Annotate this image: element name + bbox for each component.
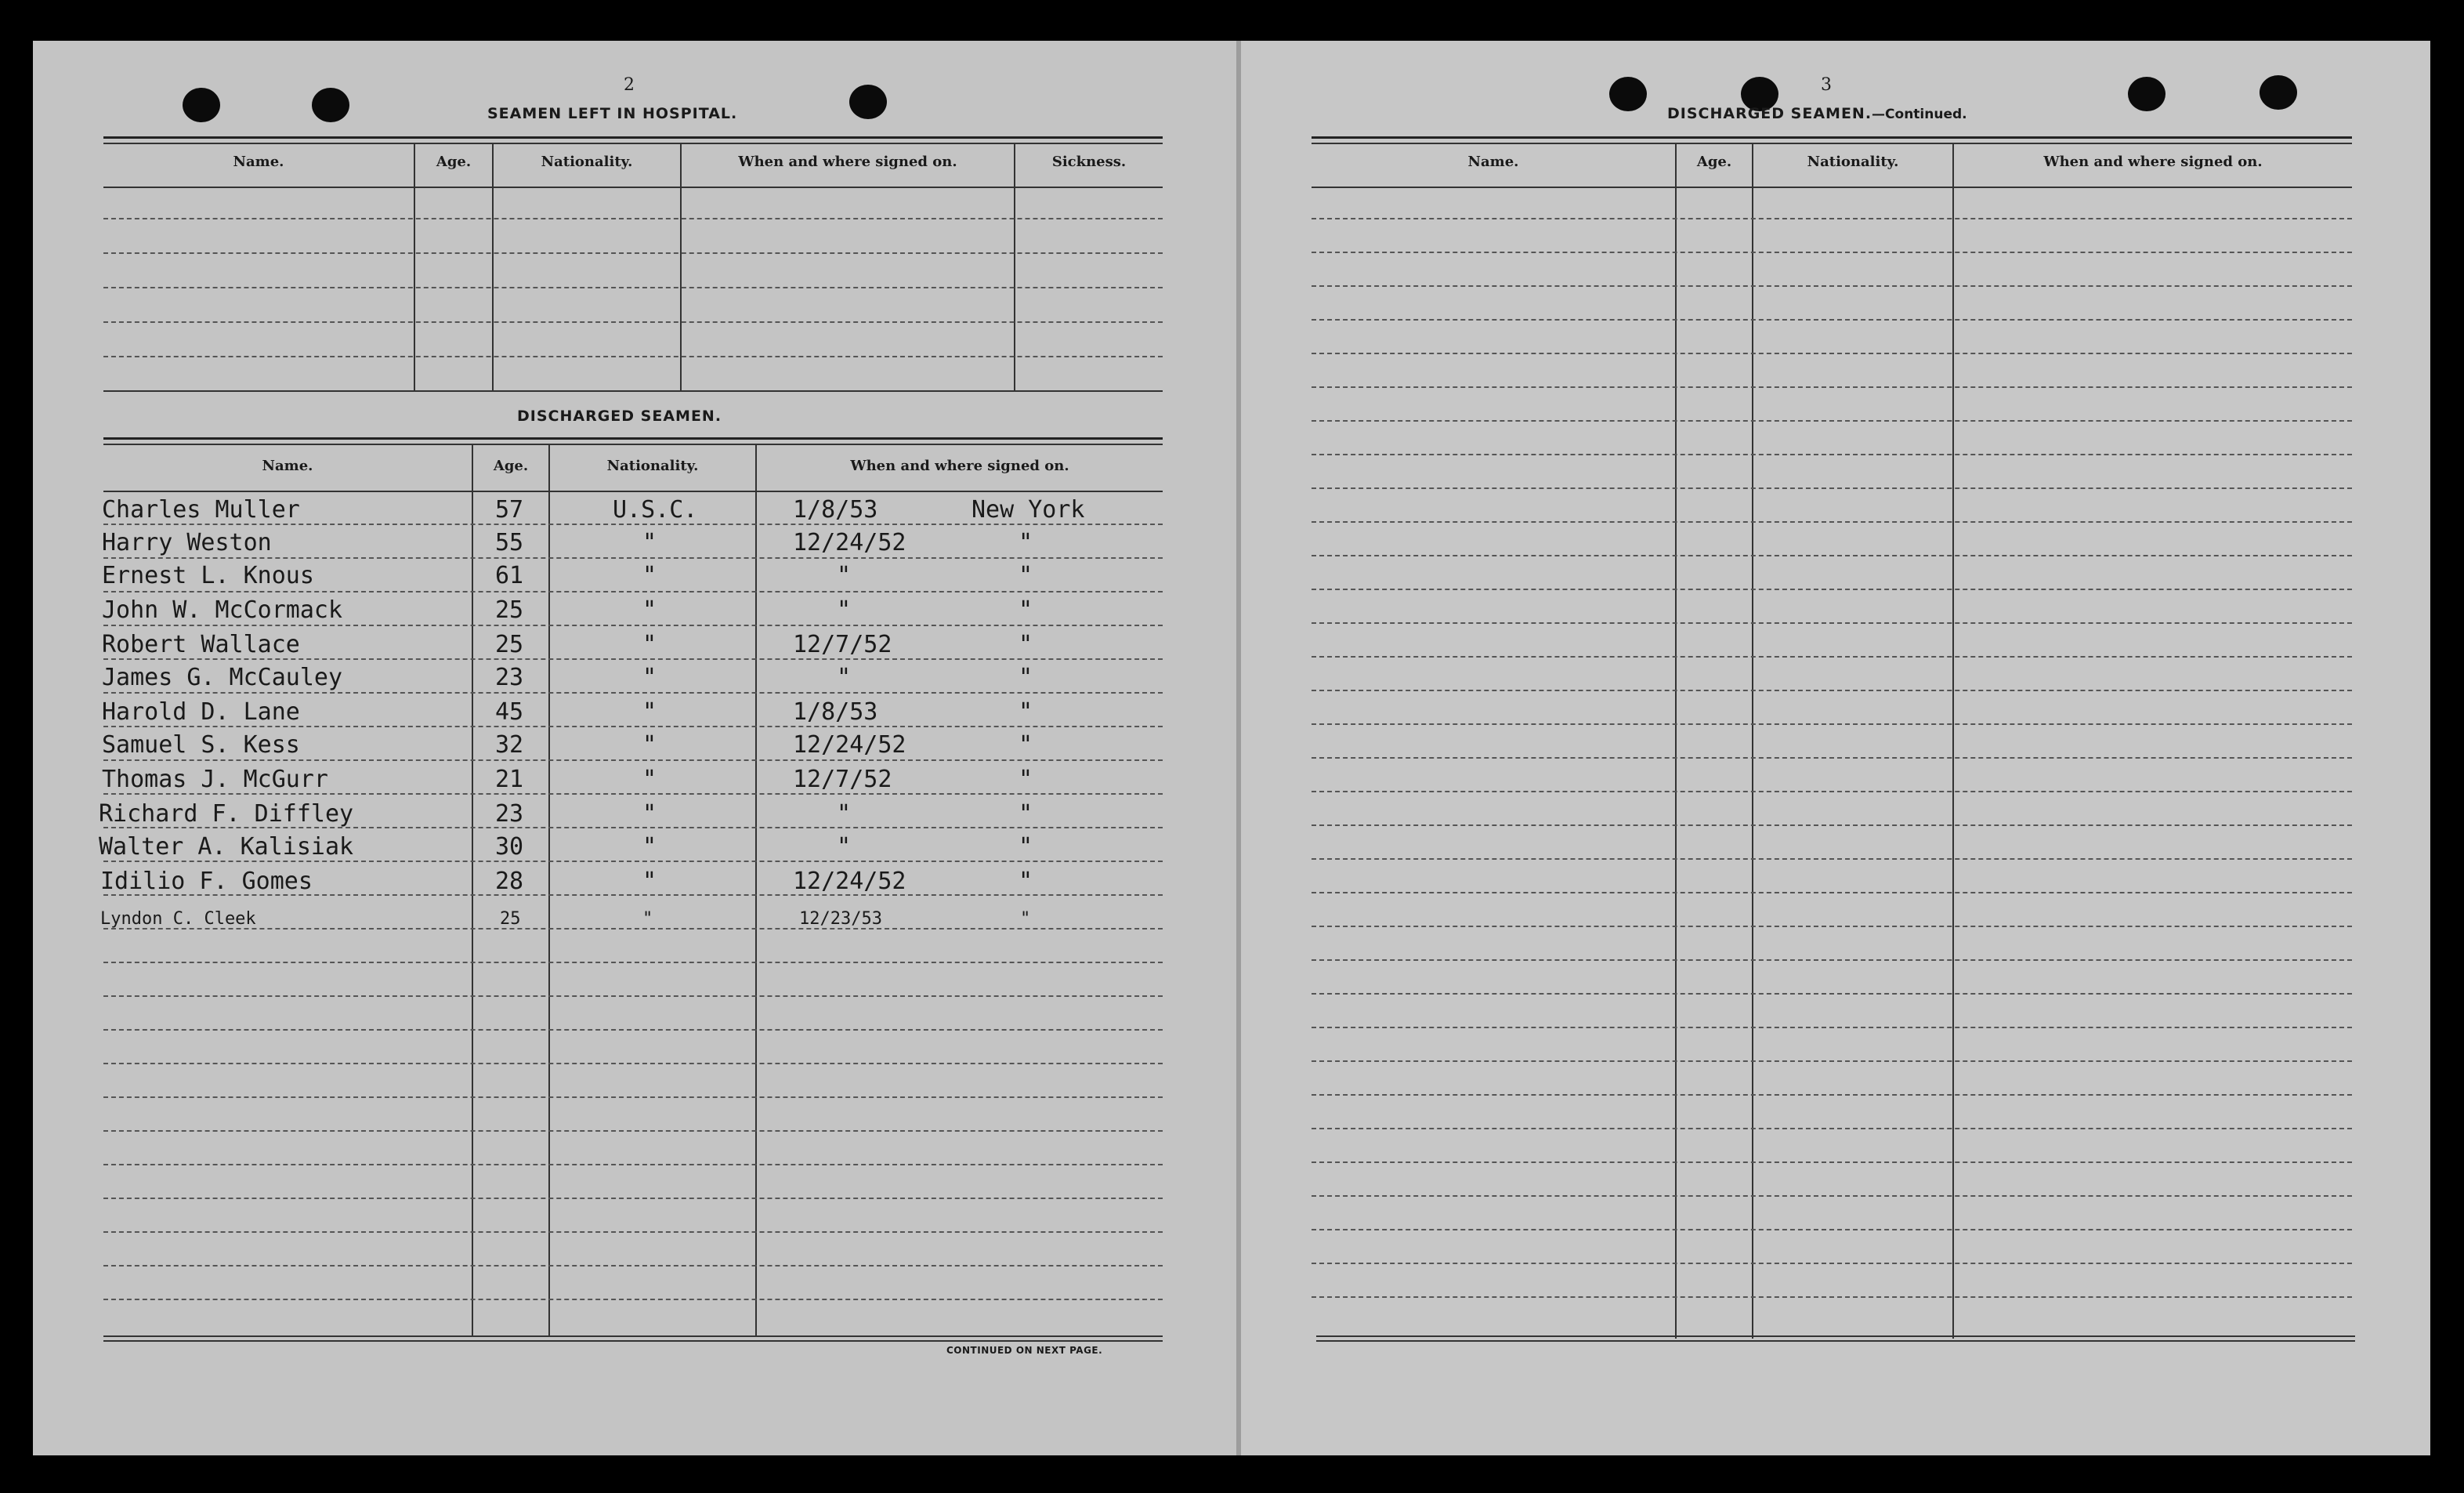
column-divider — [492, 143, 494, 392]
ruled-line — [103, 625, 1163, 626]
ruled-line — [103, 759, 1163, 761]
row-age: 28 — [495, 868, 524, 895]
ruled-line — [103, 1063, 1163, 1064]
col-header-name: Name. — [262, 458, 313, 474]
ruled-line — [103, 658, 1163, 660]
hospital-section-title: SEAMEN LEFT IN HOSPITAL. — [487, 105, 738, 122]
ruled-line — [103, 287, 1163, 288]
col-header-age: Age. — [436, 154, 472, 170]
ruled-line — [1312, 959, 2352, 961]
column-divider — [1014, 143, 1015, 392]
row-date: " — [837, 596, 852, 624]
ruled-line — [103, 1164, 1163, 1165]
right-section-title-text: DISCHARGED SEAMEN. — [1667, 105, 1872, 122]
row-date: 12/23/53 — [799, 909, 882, 929]
col-header-signed-on: When and where signed on. — [2043, 154, 2263, 170]
row-age: 57 — [495, 496, 524, 524]
column-divider — [414, 143, 415, 392]
column-divider — [472, 444, 473, 1337]
row-name: James G. McCauley — [102, 664, 343, 691]
row-name: Harold D. Lane — [102, 698, 300, 726]
ruled-line — [1312, 589, 2352, 590]
ruled-line — [1312, 993, 2352, 995]
row-age: 30 — [495, 833, 524, 861]
ruled-line — [103, 1231, 1163, 1233]
table-rule — [103, 136, 1163, 139]
ruled-line — [1312, 454, 2352, 455]
row-date: " — [837, 800, 852, 828]
row-nationality: " — [642, 731, 657, 759]
row-name: Lyndon C. Cleek — [100, 909, 256, 929]
row-age: 32 — [495, 731, 524, 759]
row-nationality: " — [642, 631, 657, 658]
row-place: " — [1020, 909, 1031, 929]
ruled-line — [1312, 1094, 2352, 1096]
page-number: 3 — [1821, 75, 1832, 95]
table-rule — [103, 187, 1163, 188]
row-date: 12/24/52 — [793, 731, 906, 759]
row-place: " — [1019, 698, 1033, 726]
ruled-line — [103, 726, 1163, 727]
ruled-line — [1312, 622, 2352, 624]
row-age: 45 — [495, 698, 524, 726]
ruled-line — [1312, 1195, 2352, 1197]
row-date: " — [837, 833, 852, 861]
ruled-line — [1312, 1263, 2352, 1264]
ruled-line — [1312, 1296, 2352, 1298]
col-header-name: Name. — [233, 154, 284, 170]
ruled-line — [1312, 555, 2352, 556]
ruled-line — [103, 557, 1163, 559]
row-place: " — [1019, 800, 1033, 828]
ruled-line — [1312, 420, 2352, 422]
row-age: 23 — [495, 664, 524, 691]
row-date: 12/24/52 — [793, 529, 906, 556]
ruled-line — [1312, 1027, 2352, 1028]
row-date: 12/7/52 — [793, 766, 892, 793]
row-nationality: " — [642, 909, 653, 929]
ruled-line — [1312, 218, 2352, 219]
ruled-line — [1312, 892, 2352, 893]
row-nationality: " — [642, 596, 657, 624]
ruled-line — [1312, 757, 2352, 759]
ruled-line — [1312, 824, 2352, 826]
col-header-age: Age. — [493, 458, 529, 474]
col-header-age: Age. — [1696, 154, 1732, 170]
row-name: Richard F. Diffley — [99, 800, 354, 828]
discharged-section-title: DISCHARGED SEAMEN. — [517, 408, 722, 425]
row-name: Robert Wallace — [102, 631, 300, 658]
ruled-line — [1312, 353, 2352, 354]
ruled-line — [1312, 252, 2352, 253]
ruled-line — [103, 524, 1163, 525]
ruled-line — [103, 321, 1163, 323]
table-rule — [103, 1340, 1163, 1342]
table-rule — [103, 143, 1163, 144]
row-date: 1/8/53 — [793, 496, 878, 524]
ruled-line — [103, 591, 1163, 592]
page-number: 2 — [624, 75, 635, 95]
row-place: " — [1019, 631, 1033, 658]
right-section-title — [1667, 105, 1967, 122]
column-divider — [1952, 143, 1954, 1339]
row-name: John W. McCormack — [102, 596, 343, 624]
column-divider — [1752, 143, 1753, 1339]
column-divider — [680, 143, 682, 392]
continued-note: CONTINUED ON NEXT PAGE. — [946, 1345, 1103, 1356]
row-age: 21 — [495, 766, 524, 793]
row-date: 1/8/53 — [793, 698, 878, 726]
ruled-line — [1312, 487, 2352, 489]
ruled-line — [1312, 858, 2352, 860]
ruled-line — [1312, 521, 2352, 523]
table-rule — [1312, 136, 2352, 139]
table-rule — [1312, 143, 2352, 144]
ruled-line — [1312, 285, 2352, 287]
row-place: " — [1019, 596, 1033, 624]
col-header-sickness: Sickness. — [1051, 154, 1127, 170]
table-rule — [1316, 1340, 2355, 1342]
ruled-line — [103, 692, 1163, 694]
row-nationality: " — [642, 868, 657, 895]
col-header-signed-on: When and where signed on. — [738, 154, 957, 170]
row-place: " — [1019, 529, 1033, 556]
row-place: " — [1019, 833, 1033, 861]
row-age: 25 — [495, 596, 524, 624]
table-rule — [1312, 187, 2352, 188]
row-name: Ernest L. Knous — [102, 562, 314, 589]
right-section-title-suffix: —Continued. — [1872, 107, 1967, 122]
row-name: Walter A. Kalisiak — [99, 833, 354, 861]
ruled-line — [103, 928, 1163, 930]
row-name: Thomas J. McGurr — [102, 766, 328, 793]
col-header-signed-on: When and where signed on. — [850, 458, 1069, 474]
ruled-line — [1312, 723, 2352, 725]
ruled-line — [103, 995, 1163, 997]
binder-hole — [183, 88, 220, 122]
row-name: Harry Weston — [102, 529, 272, 556]
ruled-line — [1312, 791, 2352, 792]
ruled-line — [103, 793, 1163, 795]
row-nationality: " — [642, 529, 657, 556]
row-nationality: " — [642, 562, 657, 589]
ruled-line — [1312, 656, 2352, 658]
ruled-line — [103, 861, 1163, 862]
ruled-line — [103, 356, 1163, 357]
row-place: New York — [971, 496, 1085, 524]
ruled-line — [1312, 1229, 2352, 1230]
col-header-name: Name. — [1467, 154, 1519, 170]
binder-hole — [2260, 75, 2297, 110]
ruled-line — [103, 252, 1163, 254]
ruled-line — [1312, 386, 2352, 388]
row-date: " — [837, 562, 852, 589]
row-place: " — [1019, 731, 1033, 759]
table-rule — [103, 491, 1163, 492]
ruled-line — [103, 962, 1163, 963]
ruled-line — [1312, 1060, 2352, 1062]
ruled-line — [1312, 926, 2352, 927]
table-rule — [103, 437, 1163, 440]
column-divider — [548, 444, 550, 1337]
table-rule — [1316, 1335, 2355, 1337]
row-nationality: " — [642, 698, 657, 726]
row-age: 55 — [495, 529, 524, 556]
column-divider — [755, 444, 757, 1337]
row-nationality: U.S.C. — [613, 496, 698, 524]
row-age: 25 — [500, 909, 521, 929]
row-nationality: " — [642, 833, 657, 861]
row-place: " — [1019, 562, 1033, 589]
ruled-line — [103, 1198, 1163, 1199]
ruled-line — [103, 1265, 1163, 1267]
col-header-nationality: Nationality. — [1807, 154, 1899, 170]
row-nationality: " — [642, 664, 657, 691]
ruled-line — [103, 1130, 1163, 1132]
row-age: 25 — [495, 631, 524, 658]
row-date: 12/7/52 — [793, 631, 892, 658]
binder-hole — [849, 85, 887, 119]
ruled-line — [103, 218, 1163, 219]
row-date: " — [837, 664, 852, 691]
table-rule — [103, 1335, 1163, 1337]
binder-hole — [2128, 77, 2165, 111]
row-name: Charles Muller — [102, 496, 300, 524]
ruled-line — [1312, 1128, 2352, 1129]
ruled-line — [1312, 690, 2352, 691]
row-name: Samuel S. Kess — [102, 731, 300, 759]
column-divider — [1675, 143, 1677, 1339]
row-age: 23 — [495, 800, 524, 828]
row-date: 12/24/52 — [793, 868, 906, 895]
row-age: 61 — [495, 562, 524, 589]
col-header-nationality: Nationality. — [606, 458, 699, 474]
row-nationality: " — [642, 800, 657, 828]
binder-hole — [312, 88, 349, 122]
ruled-line — [103, 1299, 1163, 1300]
binder-hole — [1609, 77, 1647, 111]
ruled-line — [1312, 319, 2352, 321]
table-rule — [103, 444, 1163, 445]
row-place: " — [1019, 766, 1033, 793]
col-header-nationality: Nationality. — [541, 154, 633, 170]
row-nationality: " — [642, 766, 657, 793]
table-rule — [103, 390, 1163, 392]
ruled-line — [103, 1096, 1163, 1098]
ruled-line — [1312, 1161, 2352, 1163]
page-gutter — [1236, 41, 1241, 1455]
ruled-line — [103, 1029, 1163, 1031]
row-name: Idilio F. Gomes — [100, 868, 313, 895]
row-place: " — [1019, 664, 1033, 691]
row-place: " — [1019, 868, 1033, 895]
